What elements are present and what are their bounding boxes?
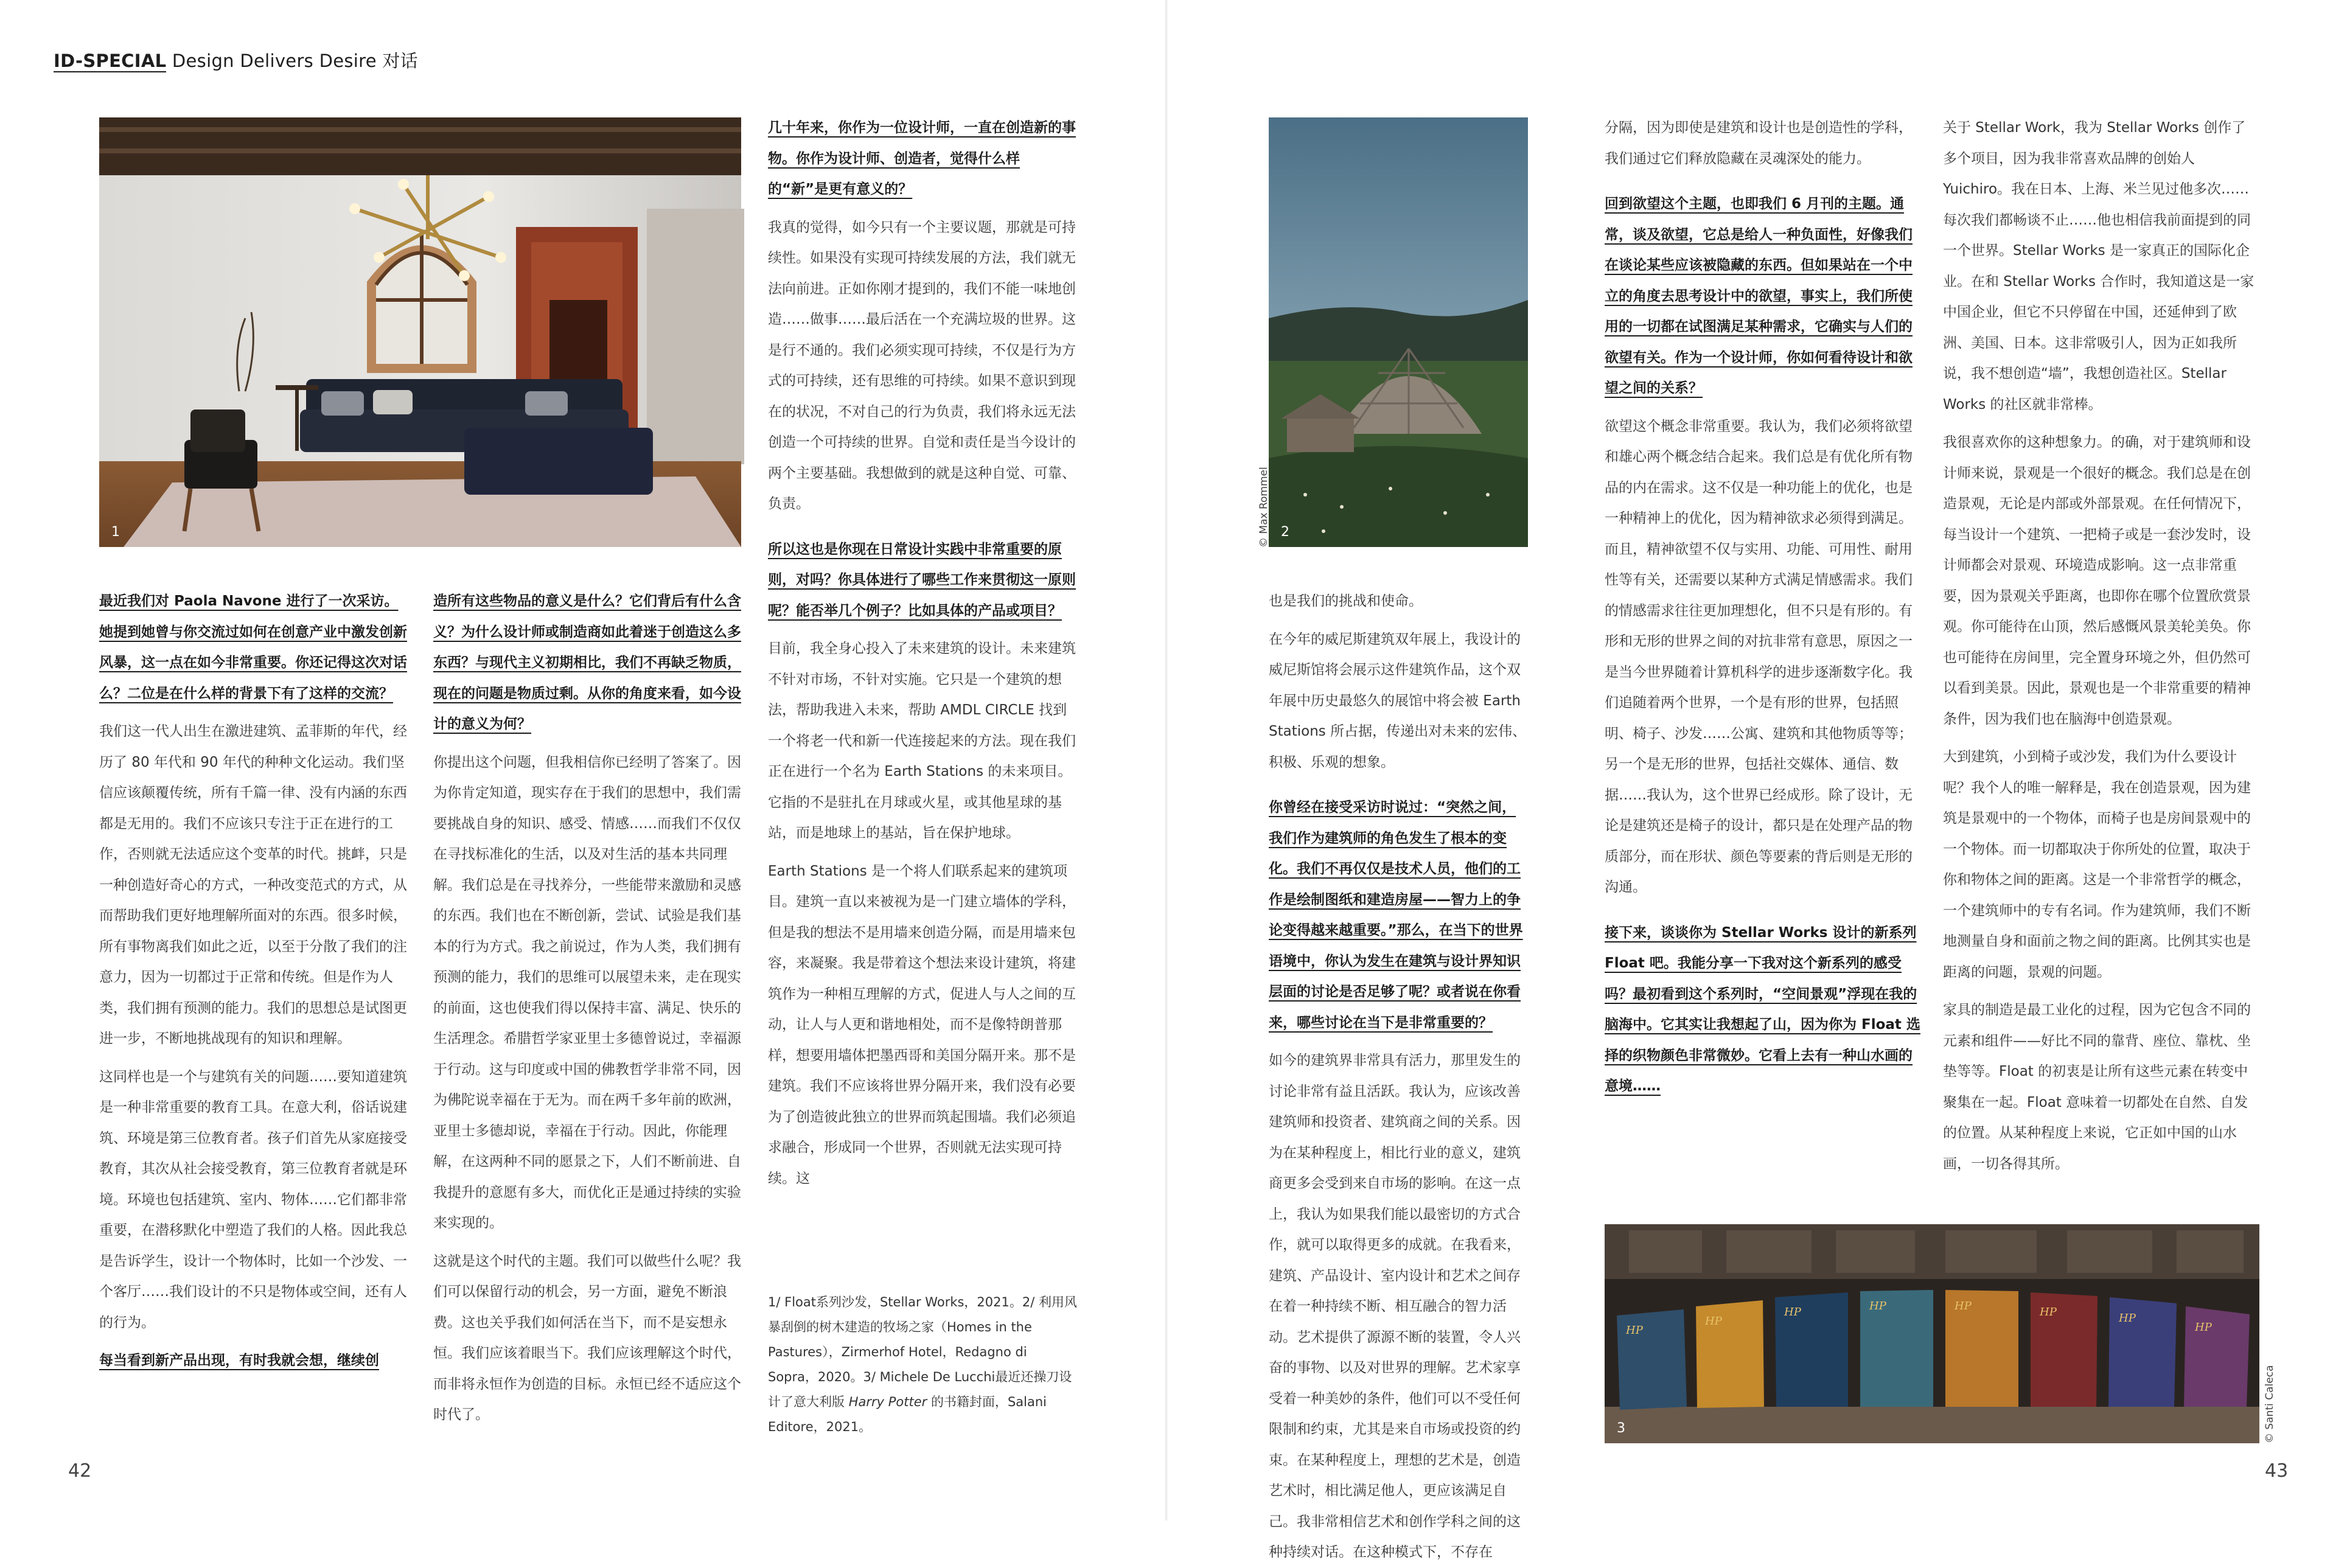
svg-text:HP: HP bbox=[1705, 1315, 1722, 1328]
caption-italic: Harry Potter bbox=[848, 1395, 927, 1409]
svg-text:HP: HP bbox=[2040, 1306, 2057, 1319]
body-paragraph: Earth Stations 是一个将人们联系起来的建筑项目。建筑一直以来被视为是一门建立墙体的学科，但是我的想法不是用墙来创造分隔，而是用墙来包容，来凝聚。我是带着这个想法来设计建筑，将建筑作为一种相互理解的方式，促进人与人之间的互动，让人与人更和谐地相处，而不是像特朗普那样，想要用墙体把墨西哥和美国分隔开来。那不是建筑。我们不应该将世界分隔开来，我们没有必要为了创造彼此独立的世界而筑起围墙。我们必须追求融合，形成同一个世界，否则就无法实现可持续。这 bbox=[768, 863, 1076, 1186]
text-column-2 bbox=[433, 586, 744, 1450]
photo-number: 3 bbox=[1617, 1421, 1625, 1436]
caption-text: 的书籍封面，Salani Editore，2021。 bbox=[768, 1395, 1047, 1434]
text-column-3 bbox=[768, 113, 1078, 1244]
body-paragraph: 也是我们的挑战和使命。 bbox=[1269, 593, 1423, 609]
photo-number: 1 bbox=[111, 524, 120, 540]
body-paragraph: 目前，我全身心投入了未来建筑的设计。未来建筑不针对市场，不针对实施。它只是一个建筑的想法，帮助我进入未来，帮助 AMDL CIRCLE 找到一个将老一代和新一代连接起来的方法。现在我们正在进行一个名为 Earth Stations 的未来项目。它指的不是驻扎在月球或火星，或其他星球的基站，而是地球上的基站，旨在保护地球。 bbox=[768, 641, 1076, 841]
interview-question: 几十年来，你作为一位设计师，一直在创造新的事物。你作为设计师、创造者，觉得什么样的“新”是更有意义的？ bbox=[768, 120, 1076, 197]
svg-text:HP: HP bbox=[1869, 1300, 1886, 1312]
body-paragraph: 关于 Stellar Work，我为 Stellar Works 创作了多个项目，因为我非常喜欢品牌的创始人 Yuichiro。我在日本、上海、米兰见过他多次……每次我们都畅谈不止……他也相信我前面提到的同一个世界。Stellar Works 是一家真正的国际化企业。在和 Stellar Works 合作时，我知道这是一家中国企业，但它不只停留在中国，还延伸到了欧洲、美国、日本。这非常吸引人，因为正如我所说，我不想创造“墙”，我想创造社区。Stellar Works 的社区就非常棒。 bbox=[1943, 120, 2255, 413]
photo-credit: © Santi Caleca bbox=[2264, 1365, 2276, 1443]
header-brand: ID-SPECIAL bbox=[54, 51, 167, 71]
photo-book-covers bbox=[1605, 1224, 2259, 1443]
interview-question: 所以这也是你现在日常设计实践中非常重要的原则，对吗？你具体进行了哪些工作来贯彻这一原则呢？能否举几个例子？比如具体的产品或项目？ bbox=[768, 541, 1076, 619]
header-title: Design Delivers Desire 对话 bbox=[166, 51, 418, 71]
body-paragraph: 在今年的威尼斯建筑双年展上，我设计的威尼斯馆将会展示这件建筑作品，这个双年展中历史最悠久的展馆中将会被 Earth Stations 所占据，传递出对未来的宏伟、积极、乐观的想象。 bbox=[1269, 631, 1527, 770]
caption-text: 1/ Float系列沙发，Stellar Works，2021。2/ 利用风暴刮倒的树木建造的牧场之家（Homes in the Pastures），Zirmerhof Hotel，Redagno di Sopra，2020。3/ Michele De Lucchi最近还操刀设计了意大利版 bbox=[768, 1295, 1077, 1409]
interview-question: 接下来，谈谈你为 Stellar Works 设计的新系列 Float 吧。我能分享一下我对这个新系列的感受吗？最初看到这个系列时，“空间景观”浮现在我的脑海中。它其实让我想起了山，因为你为 Float 选择的织物颜色非常微妙。它看上去有一种山水画的意境…… bbox=[1605, 924, 1920, 1094]
svg-text:HP: HP bbox=[1784, 1306, 1801, 1319]
photo-number: 2 bbox=[1281, 524, 1289, 540]
interview-question: 你曾经在接受采访时说过：“突然之间，我们作为建筑师的角色发生了根本的变化。我们不再仅仅是技术人员，他们的工作是绘制图纸和建造房屋——智力上的争论变得越来越重要。”那么，在当下的世界语境中，你认为发生在建筑与设计界知识层面的讨论是否足够了呢？或者说在你看来，哪些讨论在当下是非常重要的？ bbox=[1269, 800, 1523, 1031]
body-paragraph: 我们这一代人出生在激进建筑、孟菲斯的年代，经历了 80 年代和 90 年代的种种文化运动。我们坚信应该颠覆传统，所有千篇一律、没有内涵的东西都是无用的。我们不应该只专注于正在进行的工作，否则就无法适应这个变革的时代。挑衅，只是一种创造好奇心的方式，一种改变范式的方式，从而帮助我们更好地理解所面对的东西。很多时候，所有事物离我们如此之近，以至于分散了我们的注意力，因为一切都过于正常和传统。但是作为人类，我们拥有预测的能力。我们的思想总是试图更进一步，不断地挑战现有的知识和理解。 bbox=[99, 723, 407, 1047]
photo-credit: © Max Rommel bbox=[1258, 467, 1270, 548]
body-paragraph: 家具的制造是最工业化的过程，因为它包含不同的元素和组件——好比不同的靠背、座位、靠枕、坐垫等等。Float 的初衷是让所有这些元素在转变中聚集在一起。Float 意味着一切都处在自然、自发的位置。从某种程度上来说，它正如中国的山水画，一切各得其所。 bbox=[1943, 1002, 2251, 1172]
body-paragraph: 欲望这个概念非常重要。我认为，我们必须将欲望和雄心两个概念结合起来。我们总是有优化所有物品的内在需求。这不仅是一种功能上的优化，也是一种精神上的优化，因为精神欲求必须得到满足。而且，精神欲望不仅与实用、功能、可用性、耐用性等有关，还需要以某种方式满足情感需求。我们的情感需求往往更加理想化，但不只是有形的。有形和无形的世界之间的对抗非常有意思，原因之一是当今世界随着计算机科学的进步逐渐数字化。我们追随着两个世界，一个是有形的世界，包括照明、椅子、沙发……公寓、建筑和其他物质等等；另一个是无形的世界，包括社交媒体、通信、数据……我认为，这个世界已经成形。除了设计，无论是建筑还是椅子的设计，都只是在处理产品的物质部分，而在形状、颜色等要素的背后则是无形的沟通。 bbox=[1605, 418, 1913, 895]
interior-illustration bbox=[99, 117, 741, 547]
text-column-5 bbox=[1605, 113, 1922, 1165]
text-column-4 bbox=[1269, 586, 1528, 1560]
image-captions bbox=[768, 1290, 1078, 1440]
body-paragraph: 我很喜欢你的这种想象力。的确，对于建筑师和设计师来说，景观是一个很好的概念。我们总是在创造景观，无论是内部或外部景观。在任何情况下，每当设计一个建筑、一把椅子或是一套沙发时，设计师都会对景观、环境造成影响。这一点非常重要，因为景观关乎距离，也即你在哪个位置欣赏景观。你可能待在山顶，然后感慨风景美轮美奂。你也可能待在房间里，完全置身环境之外，但仍然可以看到美景。因此，景观也是一个非常重要的精神条件，因为我们也在脑海中创造景观。 bbox=[1943, 434, 2251, 727]
text-column-1 bbox=[99, 586, 411, 1450]
svg-text:HP: HP bbox=[1955, 1300, 1972, 1312]
page-number-left: 42 bbox=[68, 1460, 92, 1482]
body-paragraph: 我真的觉得，如今只有一个主要议题，那就是可持续性。如果没有实现可持续发展的方法，我们就无法向前进。正如你刚才提到的，我们不能一味地创造……做事……最后活在一个充满垃圾的世界。这是行不通的。我们必须实现可持续，不仅是行为方式的可持续，还有思维的可持续。如果不意识到现在的状况，不对自己的行为负责，我们将永远无法创造一个可持续的世界。自觉和责任是当今设计的两个主要基础。我想做到的就是这种自觉、可靠、负责。 bbox=[768, 219, 1076, 512]
svg-text:HP: HP bbox=[2195, 1321, 2212, 1334]
interview-question: 回到欲望这个主题，也即我们 6 月刊的主题。通常，谈及欲望，它总是给人一种负面性，好像我们在谈论某些应该被隐藏的东西。但如果站在一个中立的角度去思考设计中的欲望，事实上，我们所使用的一切都在试图满足某种需求，它确实与人们的欲望有关。作为一个设计师，你如何看待设计和欲望之间的关系？ bbox=[1605, 196, 1913, 396]
photo-dome-building bbox=[1269, 117, 1528, 547]
page-number-right: 43 bbox=[2265, 1460, 2289, 1482]
interview-question: 最近我们对 Paola Navone 进行了一次采访。她提到她曾与你交流过如何在创意产业中激发创新风暴，这一点在如今非常重要。你还记得这次对话么？二位是在什么样的背景下有了这样的交流？ bbox=[99, 593, 407, 702]
body-paragraph: 这就是这个时代的主题。我们可以做些什么呢？我们可以保留行动的机会，另一方面，避免不断浪费。这也关乎我们如何活在当下，而不是妄想永恒。我们应该着眼当下。我们应该理解这个时代，而非将永恒作为创造的目标。永恒已经不适应这个时代了。 bbox=[433, 1253, 741, 1423]
interview-question: 每当看到新产品出现，有时我就会想，继续创 bbox=[99, 1353, 379, 1368]
body-paragraph: 分隔，因为即使是建筑和设计也是创造性的学科，我们通过它们释放隐藏在灵魂深处的能力。 bbox=[1605, 120, 1913, 167]
svg-text:HP: HP bbox=[1626, 1324, 1643, 1337]
right-page bbox=[1166, 0, 2333, 1560]
photo-interior bbox=[99, 117, 741, 547]
svg-text:HP: HP bbox=[2119, 1312, 2136, 1325]
dome-illustration bbox=[1269, 117, 1528, 547]
interview-question: 造所有这些物品的意义是什么？它们背后有什么含义？为什么设计师或制造商如此着迷于创造这么多东西？与现代主义初期相比，我们不再缺乏物质，现在的问题是物质过剩。从你的角度来看，如今设计的意义为何？ bbox=[433, 593, 741, 732]
left-page bbox=[0, 0, 1166, 1521]
section-header bbox=[54, 47, 418, 72]
body-paragraph: 大到建筑，小到椅子或沙发，我们为什么要设计呢？我个人的唯一解释是，我在创造景观，因为建筑是景观中的一个物体，而椅子也是房间景观中的一个物体。而一切都取决于你所处的位置，取决于你和物体之间的距离。这是一个非常哲学的概念，一个建筑师中的专有名词。作为建筑师，我们不断地测量自身和面前之物之间的距离。比例其实也是距离的问题，景观的问题。 bbox=[1943, 749, 2251, 980]
text-column-6 bbox=[1943, 113, 2259, 1196]
body-paragraph: 这同样也是一个与建筑有关的问题……要知道建筑是一种非常重要的教育工具。在意大利，俗话说建筑、环境是第三位教育者。孩子们首先从家庭接受教育，其次从社会接受教育，第三位教育者就是环境。环境也包括建筑、室内、物体……它们都非常重要，在潜移默化中塑造了我们的人格。因此我总是告诉学生，设计一个物体时，比如一个沙发、一个客厅……我们设计的不只是物体或空间，还有人的行为。 bbox=[99, 1068, 407, 1331]
body-paragraph: 你提出这个问题，但我相信你已经明了答案了。因为你肯定知道，现实存在于我们的思想中，我们需要挑战自身的知识、感受、情感……而我们不仅仅在寻找标准化的生活，以及对生活的基本共同理解。我们总是在寻找养分，一些能带来激励和灵感的东西。我们也在不断创新，尝试、试验是我们基本的行为方式。我之前说过，作为人类，我们拥有预测的能力，我们的思维可以展望未来，走在现实的前面，这也使我们得以保持丰富、满足、快乐的生活理念。希腊哲学家亚里士多德曾说过，幸福源于行动。这与印度或中国的佛教哲学非常不同，因为佛陀说幸福在于无为。而在两千多年前的欧洲，亚里士多德却说，幸福在于行动。因此，你能理解，在这两种不同的愿景之下，人们不断前进、自我提升的意愿有多大，而优化正是通过持续的实验来实现的。 bbox=[433, 754, 741, 1231]
books-illustration bbox=[1605, 1224, 2259, 1443]
body-paragraph: 如今的建筑界非常具有活力，那里发生的讨论非常有益且活跃。我认为，应该改善建筑师和投资者、建筑商之间的关系。因为在某种程度上，相比行业的意义，建筑商更多会受到来自市场的影响。在这一点上，我认为如果我们能以最密切的方式合作，就可以取得更多的成就。在我看来，建筑、产品设计、室内设计和艺术之间存在着一种持续不断、相互融合的智力活动。艺术提供了源源不断的装置，令人兴奋的事物、以及对世界的理解。艺术家享受着一种美妙的条件，他们可以不受任何限制和约束，尤其是来自市场或投资的约束。在某种程度上，理想的艺术是，创造艺术时，相比满足他人，更应该满足自己。我非常相信艺术和创作学科之间的这种持续对话。在这种模式下，不存在 bbox=[1269, 1053, 1521, 1560]
